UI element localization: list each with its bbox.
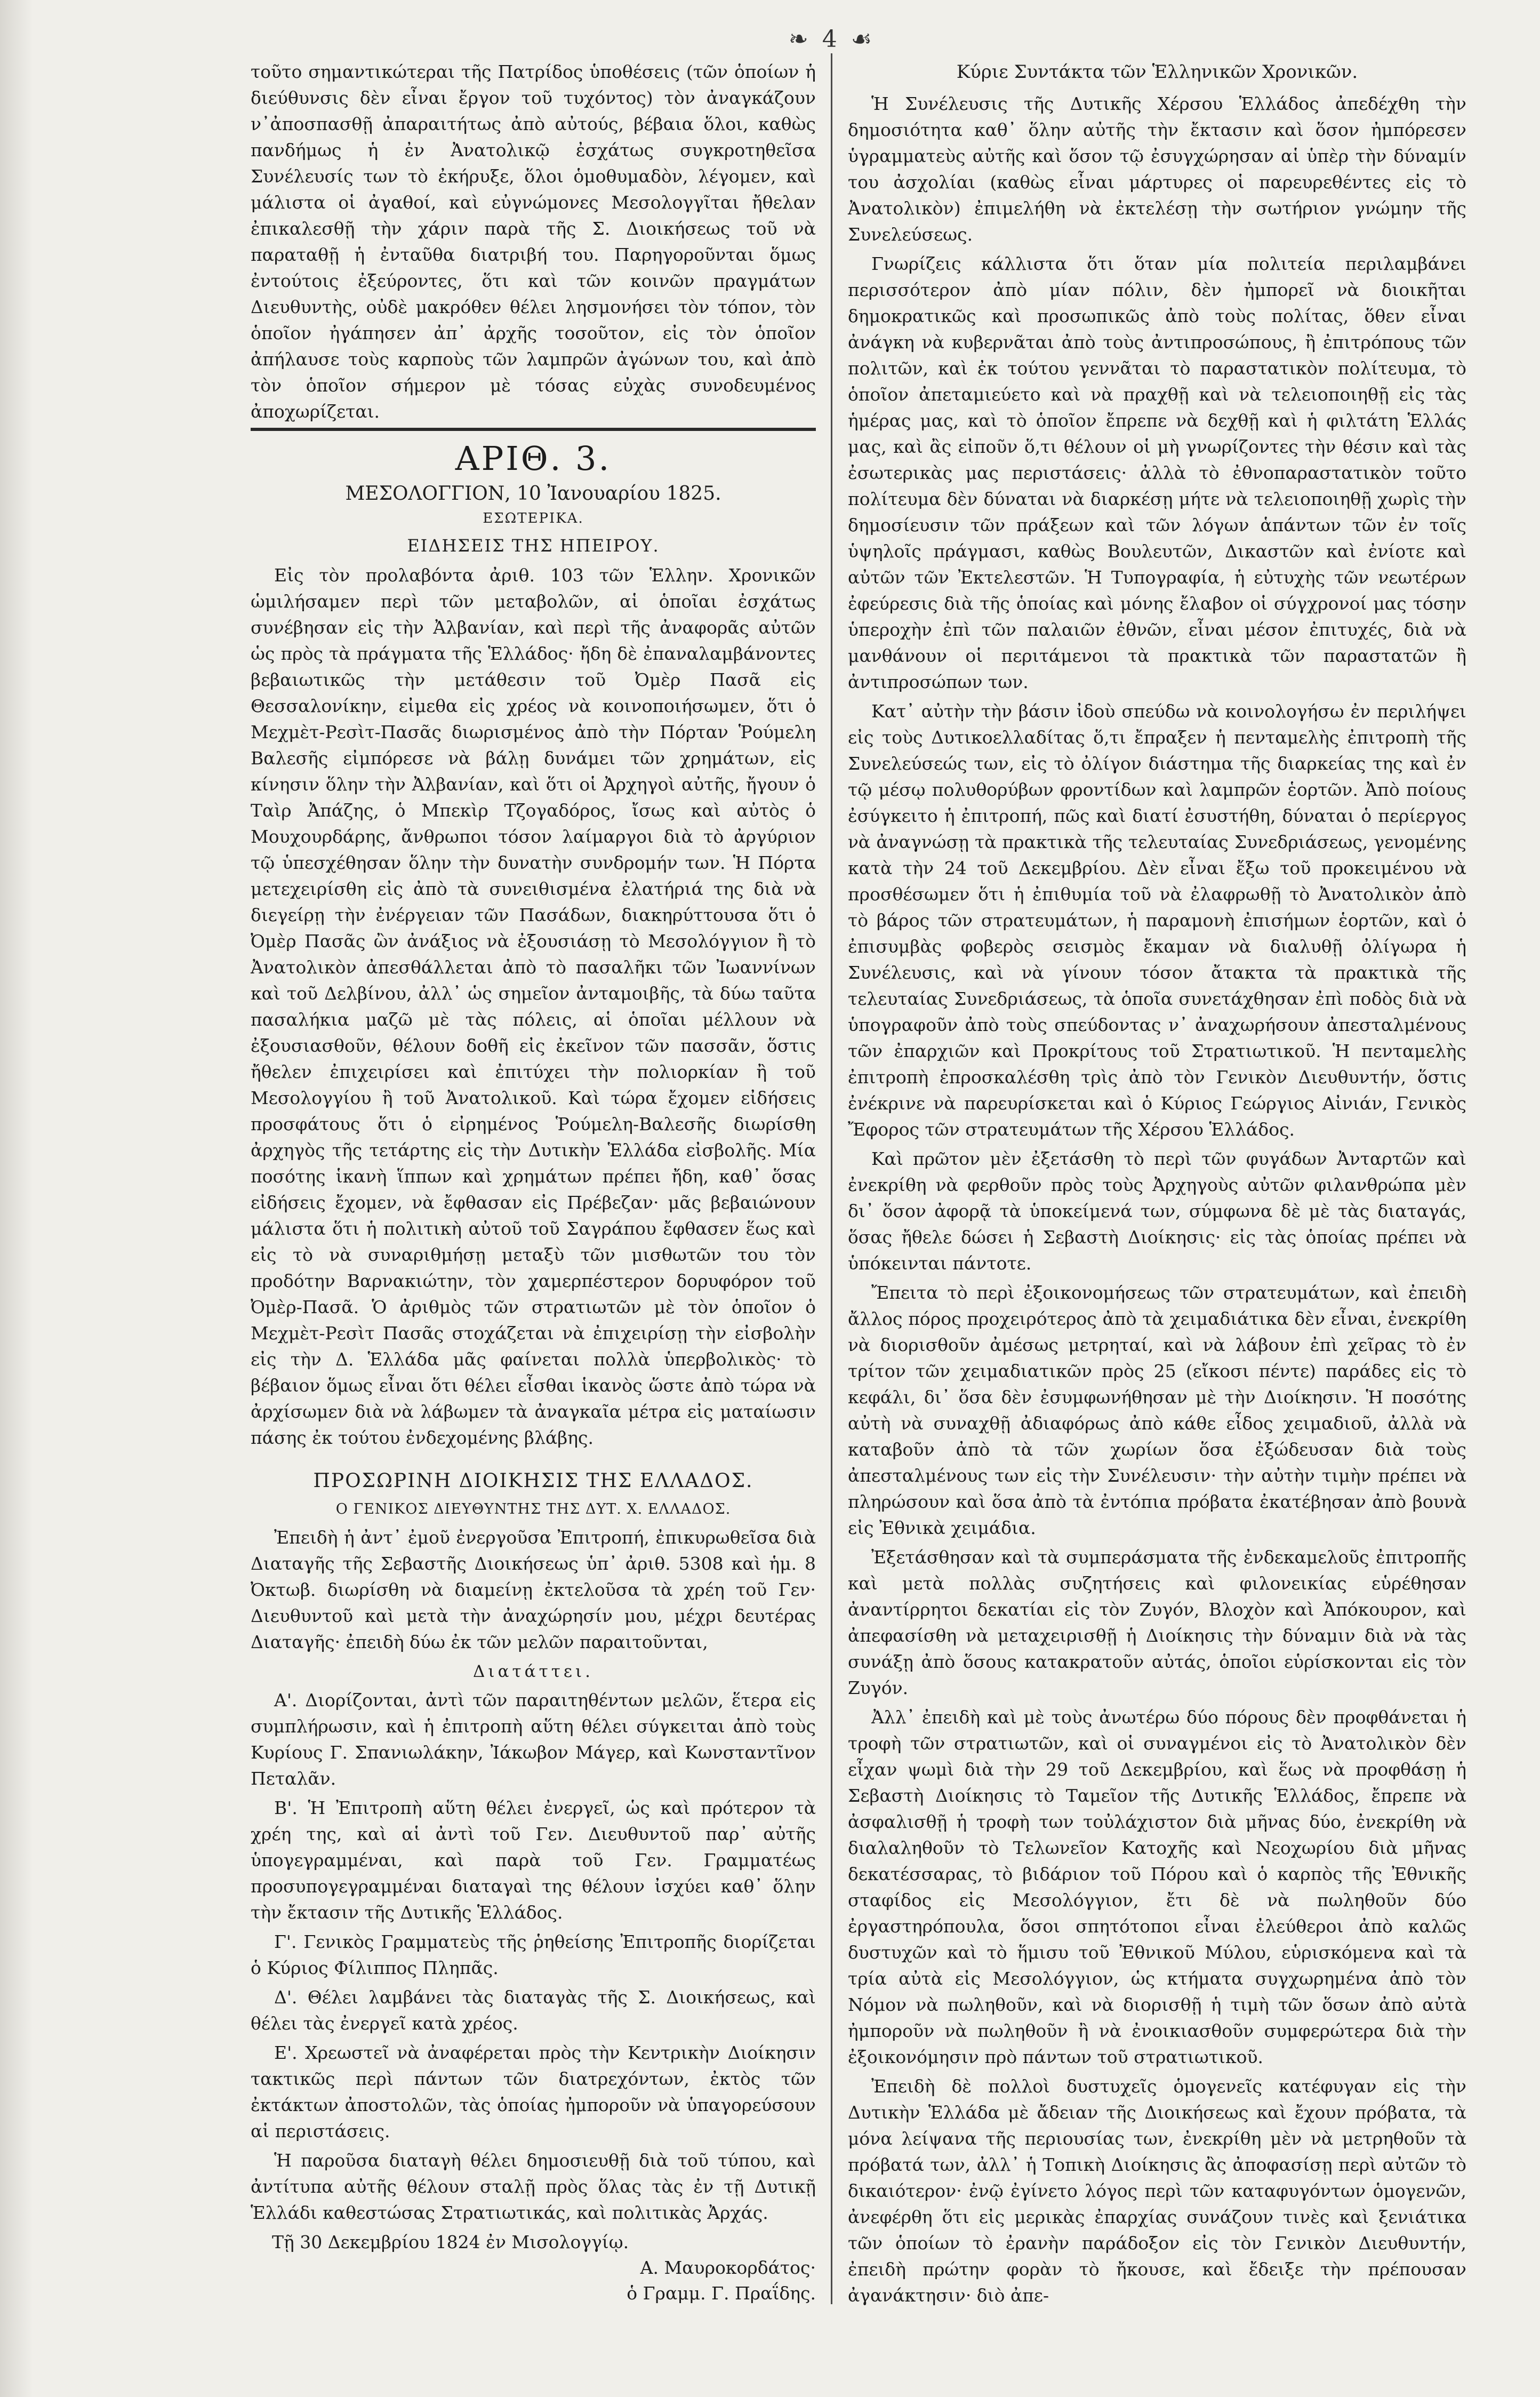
decree-intro: Ἐπειδὴ ἡ ἀντ᾽ ἐμοῦ ἐνεργοῦσα Ἐπιτροπή, ἐπικυρωθεῖσα διὰ Διαταγῆς τῆς Σεβαστῆς Διοικήσεως ὑπ᾽ ἀριθ. 5308 καὶ ἡμ. 8 Ὀκτωβ. διωρίσθη νὰ διαμείνῃ ἐκτελοῦσα τὰ χρέη τοῦ Γεν· Διευθυντοῦ καὶ μετὰ τὴν ἀναχώρησίν μου, μέχρι δευτέρας Διαταγῆς· ἐπειδὴ δύω ἐκ τῶν μελῶν παραιτοῦνται, <box>251 1527 816 1652</box>
right-paragraph: Κατ᾽ αὐτὴν τὴν βάσιν ἰδοὺ σπεύδω νὰ κοινολογήσω ἐν περιλήψει εἰς τοὺς Δυτικοελλαδίτας ὅ,τι ἔπραξεν ἡ πενταμελὴς ἐπιτροπὴ τῆς Συνελεύσεώς των, εἰς τὸ ὀλίγον διάστημα τῆς διαρκείας της καὶ ἐν τῷ μέσῳ πολυθορύβων φροντίδων καὶ λαμπρῶν ἑορτῶν. Ἀπὸ ποίους ἐσύγκειτο ἡ ἐπιτροπή, πῶς καὶ διατί ἐσυστήθη, δύναται ὁ περίεργος νὰ ἀναγνώσῃ τὰ πρακτικὰ τῆς τελευταίας Συνεδριάσεως, γενομένης κατὰ τὴν 24 τοῦ Δεκεμβρίου. Δὲν εἶναι ἔξω τοῦ προκειμένου νὰ προσθέσωμεν ὅτι ἡ ἐπιθυμία τοῦ νὰ ἐλαφρωθῇ τὸ Ἀνατολικὸν ἀπὸ τὸ βάρος τῶν στρατευμάτων, ἡ παραμονὴ ἐπισήμων ἑορτῶν, καὶ ὁ ἐπισυμβὰς φοβερὸς σεισμὸς ἔκαμαν νὰ διαλυθῇ ὀλίγωρα ἡ Συνέλευσις, καὶ νὰ γίνουν τόσον ἄτακτα τὰ πρακτικὰ τῆς τελευταίας Συνεδριάσεως, τὰ ὁποῖα συνετάχθησαν ἐπὶ ποδὸς διὰ νὰ ὑπογραφοῦν ἀπὸ τοὺς σπεύδοντας ν᾽ ἀναχωρήσουν ἀπεσταλμένους τῶν ἐπαρχιῶν καὶ Προκρίτους τοῦ Στρατιωτικοῦ. Ἡ πενταμελὴς ἐπιτροπὴ ἐπροσκαλέσθη τρὶς ἀπὸ τὸν Γενικὸν Διευθυντήν, ὅστις ἐνέκρινε νὰ παρευρίσκεται καὶ ὁ Κύριος Γεώργιος Αἰνιάν, Γενικὸς Ἔφορος τῶν στρατευμάτων τῆς Χέρσου Ἑλλάδος. <box>848 701 1466 1140</box>
ornament-right: ☙ <box>840 26 876 53</box>
government-subheading: Ο ΓΕΝΙΚΟΣ ΔΙΕΥΘΥΝΤΗΣ ΤΗΣ ΔΥΤ. Χ. ΕΛΛΑΔΟΣ. <box>335 1501 731 1517</box>
section-divider <box>251 428 816 431</box>
right-paragraph: Ἐξετάσθησαν καὶ τὰ συμπεράσματα τῆς ἐνδεκαμελοῦς ἐπιτροπῆς καὶ μετὰ πολλὰς συζητήσεις καὶ φιλονεικίας εὑρέθησαν ἀναντίρρητοι δεκατίαι εἰς τὸν Ζυγόν, Βλοχὸν καὶ Ἀπόκουρον, καὶ ἀπεφασίσθη νὰ μεταχειρισθῇ ἡ Διοίκησις τὴν δύναμιν διὰ νὰ τὰς συνάξῃ ἀπὸ ὅσους κατακρατοῦν αὐτάς, ὁποῖοι εὑρίσκονται εἰς τὸν Ζυγόν. <box>848 1547 1466 1698</box>
right-paragraph: Ἡ Συνέλευσις τῆς Δυτικῆς Χέρσου Ἑλλάδος ἀπεδέχθη τὴν δημοσιότητα καθ᾽ ὅλην αὐτῆς τὴν ἔκτασιν καὶ ὅσον ἠμπόρεσεν ὑγραμματεὺς αὐτῆς καὶ ὅσον τῷ ἐσυγχώρησαν αἱ ὑπὲρ τὴν δύναμίν του ἀσχολίαι (καθὼς εἶναι μάρτυρες οἱ παρευρεθέντες εἰς τὸ Ἀνατολικὸν) ἐπιμελήθη νὰ ἐκτελέσῃ τὴν σωτήριον γνώμην τῆς Συνελεύσεως. <box>848 93 1466 245</box>
right-paragraph: Ἀλλ᾽ ἐπειδὴ καὶ μὲ τοὺς ἀνωτέρω δύο πόρους δὲν προφθάνεται ἡ τροφὴ τῶν στρατιωτῶν, καὶ οἱ συναγμένοι εἰς τὸ Ἀνατολικὸν δὲν εἶχαν ψωμὶ διὰ τὴν 29 τοῦ Δεκεμβρίου, καὶ ἕως νὰ προφθάσῃ ἡ Σεβαστὴ Διοίκησις τὸ Ταμεῖον τῆς Δυτικῆς Ἑλλάδος, ἔπρεπε νὰ ἀσφαλισθῇ ἡ τροφὴ των τοὐλάχιστον διὰ μῆνας δύο, ἐνεκρίθη νὰ διαλαληθοῦν τὸ Τελωνεῖον Κατοχῆς καὶ Νεοχωρίου διὰ μῆνας δεκατέσσαρας, τὸ βιδάριον τοῦ Πόρου καὶ ὁ καρπὸς τῆς Ἐθνικῆς σταφίδος εἰς Μεσολόγγιον, ἔτι δὲ νὰ πωληθοῦν δύο ἐργαστηρόπουλα, ὅσοι σπητότοποι εἶναι ἐλεύθεροι ἀπὸ καλῶς δυστυχῶν καὶ τὸ ἥμισυ τοῦ Ἐθνικοῦ Μύλου, εὑρισκόμενα καὶ τὰ τρία αὐτὰ εἰς Μεσολόγγιον, ὡς κτήματα συγχωρημένα ἀπὸ τὸν Νόμον νὰ πωληθοῦν, καὶ νὰ διορισθῇ ἡ τιμὴ τῶν ὅσων ἀπὸ αὐτὰ ἠμποροῦν νὰ πωληθοῦν ἢ νὰ ἐνοικιασθοῦν συμφερώτερα διὰ τὴν ἐξοικονόμησιν πρὸ πάντων τοῦ στρατιωτικοῦ. <box>848 1707 1466 2067</box>
issue-heading: ΑΡΙΘ. 3. <box>455 439 612 478</box>
government-heading: ΠΡΟΣΩΡΙΝΗ ΔΙΟΙΚΗΣΙΣ ΤΗΣ ΕΛΛΑΔΟΣ. <box>313 1470 753 1492</box>
decree-item-a: Α'. Διορίζονται, ἀντὶ τῶν παραιτηθέντων μελῶν, ἕτερα εἰς συμπλήρωσιν, καὶ ἡ ἐπιτροπὴ αὕτη θέλει σύγκειται ἀπὸ τοὺς Κυρίους Γ. Σπανιωλάκην, Ἰάκωβον Μάγερ, καὶ Κωνσταντῖνον Πεταλᾶν. <box>251 1690 816 1789</box>
decree-item-e: Ε'. Χρεωστεῖ νὰ ἀναφέρεται πρὸς τὴν Κεντρικὴν Διοίκησιν τακτικῶς περὶ πάντων τῶν διατρεχόντων, ἐκτὸς τῶν ἐκτάκτων ἀποστολῶν, τὰς ὁποίας ἠμποροῦν νὰ ὑπαγορεύσουν αἱ περιστάσεις. <box>251 2042 816 2142</box>
right-paragraph: Καὶ πρῶτον μὲν ἐξετάσθη τὸ περὶ τῶν φυγάδων Ἀνταρτῶν καὶ ἐνεκρίθη νὰ φερθοῦν πρὸς τοὺς Ἀρχηγοὺς αὐτῶν φιλανθρώπα μὲν δι᾽ ὅσον ἀφορᾷ τὰ ὑποκείμενά των, σύμφωνα δὲ μὲ τὰς διαταγάς, ὅσας ἤθελε δώσει ἡ Σεβαστὴ Διοίκησις· εἰς τὰς ὁποίας πρέπει νὰ ὑπόκεινται πάντοτε. <box>848 1148 1466 1274</box>
decree-word: Διατάττει. <box>473 1662 593 1681</box>
decree-closing: Ἡ παροῦσα διαταγὴ θέλει δημοσιευθῇ διὰ τοῦ τύπου, καὶ ἀντίτυπα αὐτῆς θέλουν σταλῇ πρὸς ὅλας τὰς ἐν τῇ Δυτικῇ Ἑλλάδι καθεστώσας Στρατιωτικάς, καὶ πολιτικὰς Ἀρχάς. <box>251 2150 816 2223</box>
decree-item-c: Γ'. Γενικὸς Γραμματεὺς τῆς ῥηθείσης Ἐπιτροπῆς διορίζεται ὁ Κύριος Φίλιππος Πληπᾶς. <box>251 1931 816 1978</box>
decree-item-d: Δ'. Θέλει λαμβάνει τὰς διαταγὰς τῆς Σ. Διοικήσεως, καὶ θέλει τὰς ἐνεργεῖ κατὰ χρέος. <box>251 1987 816 2034</box>
signature-1: Α. Μαυροκορδάτος· <box>640 2257 816 2278</box>
section-label: ΕΣΩΤΕΡΙΚΑ. <box>483 510 584 526</box>
opening-paragraph: τοῦτο σημαντικώτεραι τῆς Πατρίδος ὑποθέσεις (τῶν ὁποίων ἡ διεύθυνσις δὲν εἶναι ἔργον τοῦ τυχόντος) τὸν ἀναγκάζουν ν᾽ἀποσπασθῇ ἀπαραιτήτως ἀπὸ αὐτούς, βέβαια ὅλοι, καθὼς πανδήμως ἡ ἐν Ἀνατολικῷ ἐσχάτως συγκροτηθεῖσα Συνέλευσίς των τὸ ἐκήρυξε, ὅλοι ὁμοθυμαδὸν, λέγομεν, καὶ μάλιστα οἱ ἀγαθοί, καὶ εὐγνώμονες Μεσολογγῖται ἤθελαν ἐπικαλεσθῇ τὴν χάριν παρὰ τῆς Σ. Διοικήσεως τοῦ νὰ παραταθῇ ἡ ἐνταῦθα διατριβή του. Παρηγοροῦνται ὅμως ἐντούτοις ἐξεύροντες, ὅτι καὶ τῶν κοινῶν πραγμάτων Διευθυντὴς, οὐδὲ μακρόθεν θέλει λησμονήσει τὸν τόπον, τὸν ὁποῖον ἠγάπησεν ἀπ᾽ ἀρχῆς τοσοῦτον, εἰς τὸν ὁποῖον ἀπήλαυσε τοὺς καρποὺς τῶν λαμπρῶν ἀγώνων του, καὶ ἀπὸ τὸν ὁποῖον σήμερον μὲ τόσας εὐχὰς συνοδευμένος ἀποχωρίζεται. <box>251 61 816 422</box>
epirus-heading: ΕΙΔΗΣΕΙΣ ΤΗΣ ΗΠΕΙΡΟΥ. <box>407 536 660 556</box>
left-column <box>251 59 816 2306</box>
right-paragraph: Γνωρίζεις κάλλιστα ὅτι ὅταν μία πολιτεία περιλαμβάνει περισσότερον ἀπὸ μίαν πόλιν, δὲν ἠμπορεῖ νὰ διοικῆται δημοκρατικῶς καὶ προσωπικῶς ἀπὸ τοὺς πολίτας, ὅθεν εἶναι ἀνάγκη νὰ κυβερνᾶται ἀπὸ τοὺς ἀντιπροσώπους, ἢ ἐπιτρόπους τῶν πολιτῶν, καὶ ἐκ τούτου γεννᾶται τὸ παραστατικὸν πολίτευμα, τὸ ὁποῖον ἀπεταμιεύετο καὶ νὰ πραχθῇ καὶ νὰ τελειοποιηθῇ εἰς τὰς ἡμέρας μας, καὶ τὸ ὁποῖον ἔπρεπε νὰ δεχθῇ καὶ ἡ φιλτάτη Ἑλλάς μας, καὶ ἂς εἰποῦν ὅ,τι θέλουν οἱ μὴ γνωρίζοντες τὴν θέσιν καὶ τὰς ἐσωτερικὰς μας περιστάσεις· ἀλλὰ τὸ ἐθνοπαραστατικὸν τοῦτο πολίτευμα δὲν δύναται νὰ διαρκέσῃ μήτε νὰ τελειοποιηθῇ χωρὶς τὴν δημοσίευσιν τῶν πράξεων καὶ τῶν λόγων ἁπάντων τῶν ἐν τοῖς ὑψηλοῖς πράγμασι, καθὼς Βουλευτῶν, Δικαστῶν καὶ ἐνίοτε καὶ αὐτῶν τῶν Ἐκτελεστῶν. Ἡ Τυπογραφία, ἡ εὐτυχὴς τῶν νεωτέρων ἐφεύρεσις διὰ τῆς ὁποίας καὶ μόνης ἔλαβον οἱ σύγχρονοί μας τόσην ὑπεροχὴν ἐπὶ τῶν παλαιῶν ἐθνῶν, εἶναι μέσον ἐπιτυχές, διὰ νὰ μανθάνουν οἱ περιτάμενοι τὰ πρακτικὰ τῶν παραστατῶν ἢ ἀντιπροσώπων των. <box>848 253 1466 692</box>
page-number: ❧ 4 ☙ <box>788 26 876 53</box>
decree-date: Τῇ 30 Δεκεμβρίου 1824 ἐν Μισολογγίῳ. <box>272 2232 629 2252</box>
column-rule <box>831 53 832 2304</box>
page-gutter-shadow <box>0 0 32 2397</box>
signature-2: ὁ Γραμμ. Γ. Πραΐδης. <box>627 2283 816 2304</box>
epirus-paragraph: Εἰς τὸν προλαβόντα ἀριθ. 103 τῶν Ἑλλην. Χρονικῶν ὡμιλήσαμεν περὶ τῶν μεταβολῶν, αἱ ὁποῖαι ἐσχάτως συνέβησαν εἰς τὴν Ἀλβανίαν, καὶ περὶ τῆς ἀναφορᾶς αὐτῶν ὡς πρὸς τὰ πράγματα τῆς Ἑλλάδος· ἤδη δὲ ἐπαναλαμβάνοντες βεβαιωτικῶς τὴν μετάθεσιν τοῦ Ὀμὲρ Πασᾶ εἰς Θεσσαλονίκην, εἰμεθα εἰς χρέος νὰ κοινοποιήσωμεν, ὅτι ὁ Μεχμὲτ-Ρεσὶτ-Πασᾶς διωρισμένος ἀπὸ τὴν Πόρταν Ῥούμελη Βαλεσῆς εἰμπόρεσε νὰ βάλῃ δυνάμει τῶν χρημάτων, εἰς κίνησιν ὅλην τὴν Ἀλβανίαν, καὶ ὅτι οἱ Ἀρχηγοὶ αὐτῆς, ἤγουν ὁ Ταὶρ Ἀπάζης, ὁ Μπεκὶρ Τζογαδόρος, ἴσως καὶ αὐτὸς ὁ Μουχουρδάρης, ἄνθρωποι τόσον λαίμαργοι διὰ τὸ ἀργύριον τῷ ὑπεσχέθησαν ὅλην τὴν δυνατὴν συνδρομήν των. Ἡ Πόρτα μετεχειρίσθη εἰς ἀπὸ τὰ συνειθισμένα ἐλατήριά της διὰ νὰ διεγείρῃ τὴν ἐνέργειαν τῶν Πασάδων, διακηρύττουσα ὅτι ὁ Ὀμὲρ Πασᾶς ὢν ἀνάξιος νὰ ἐξουσιάσῃ τὸ Μεσολόγγιον ἢ τὸ Ἀνατολικὸν ἀπεσθάλλεται ἀπὸ τὸ πασαλῆκι τῶν Ἰωαννίνων καὶ τοῦ Δελβίνου, ἀλλ᾽ ὡς σημεῖον ἀνταμοιβῆς, τὰ δύω ταῦτα πασαλήκια μαζῶ μὲ τὰς πόλεις, αἱ ὁποῖαι μέλλουν νὰ ἐξουσιασθοῦν, θέλουν δοθῆ εἰς ἐκεῖνον τῶν πασσᾶν, ὅστις ἤθελεν ἐπιχειρίσει καὶ ἐπιτύχει τὴν πολιορκίαν ἢ τοῦ Μεσολογγίου ἢ τοῦ Ἀνατολικοῦ. Καὶ τώρα ἔχομεν εἰδήσεις προσφάτους ὅτι ὁ εἰρημένος Ῥούμελη-Βαλεσῆς διωρίσθη ἀρχηγὸς τῆς τετάρτης εἰς τὴν Δυτικὴν Ἑλλάδα εἰσβολῆς. Μία ποσότης ἱκανὴ ἵππων καὶ χρημάτων πρέπει ἤδη, καθ᾽ ὅσας εἰδήσεις ἔχομεν, νὰ ἔφθασαν εἰς Πρέβεζαν· μᾶς βεβαιώνουν μάλιστα ὅτι ἡ πολιτικὴ αὐτοῦ τοῦ Σαγράπου ἔφθασεν ἕως καὶ εἰς τὸ νὰ συναριθμήσῃ μεταξὺ τῶν μισθωτῶν του τὸν προδότην Βαρνακιώτην, τὸν χαμερπέστερον δορυφόρον τοῦ Ὀμὲρ-Πασᾶ. Ὁ ἀριθμὸς τῶν στρατιωτῶν μὲ τὸν ὁποῖον ὁ Μεχμὲτ-Ρεσὶτ Πασᾶς στοχάζεται νὰ ἐπιχειρίσῃ τὴν εἰσβολὴν εἰς τὴν Δ. Ἑλλάδα μᾶς φαίνεται πολλὰ ὑπερβολικὸς· τὸ βέβαιον ὅμως εἶναι ὅτι θέλει εἶσθαι ἱκανὸς ὥστε ἀπὸ τώρα νὰ ἀρχίσωμεν διὰ νὰ λάβωμεν τὰ ἀναγκαῖα μέτρα εἰς ματαίωσιν πάσης ἐκ τούτου ἐνδεχομένης βλάβης. <box>251 565 816 1448</box>
decree-item-b: Β'. Ἡ Ἐπιτροπὴ αὕτη θέλει ἐνεργεῖ, ὡς καὶ πρότερον τὰ χρέη της, καὶ αἱ ἀντὶ τοῦ Γεν. Διευθυντοῦ παρ᾽ αὐτῆς ὑπογεγραμμέναι, καὶ παρὰ τοῦ Γεν. Γραμματέως προσυπογεγραμμέναι διαταγαὶ της θέλουν ἰσχύει καθ᾽ ὅλην τὴν ἔκτασιν τῆς Δυτικῆς Ἑλλάδος. <box>251 1797 816 1923</box>
ornament-left: ❧ <box>788 26 822 53</box>
right-paragraph: Ἐπειδὴ δὲ πολλοὶ δυστυχεῖς ὁμογενεῖς κατέφυγαν εἰς τὴν Δυτικὴν Ἑλλάδα μὲ ἄδειαν τῆς Διοικήσεως καὶ ἔχουν πρόβατα, τὰ μόνα λείψανα τῆς περιουσίας των, ἐνεκρίθη μὲν νὰ μετρηθοῦν τὰ πρόβατά των, ἀλλ᾽ ἡ Τοπικὴ Διοίκησις ἂς ἀποφασίσῃ περὶ αὐτῶν τὸ δικαιότερον· ἐνῷ ἐγίνετο λόγος περὶ τῶν καταφυγόντων ὁμογενῶν, ἀνεφέρθη ὅτι εἰς μερικὰς ἐπαρχίας συνάζουν τινὲς καὶ ξενιάτικα τῶν ὁποίων τὸ ἐρανὴν παράδοξον εἰς τὸν Γενικὸν Διευθυντήν, ἐπειδὴ πρώτην φορὰν τὸ ἤκουσε, καὶ ἔδειξε τὴν πρέπουσαν ἀγανάκτησιν· διὸ ἀπε- <box>848 2076 1466 2306</box>
dateline: ΜΕΣΟΛΟΓΓΙΟΝ, 10 Ἰανουαρίου 1825. <box>345 483 721 505</box>
right-column <box>848 59 1466 2312</box>
letter-address: Κύριε Συντάκτα τῶν Ἑλληνικῶν Χρονικῶν. <box>956 61 1358 83</box>
right-paragraph: Ἔπειτα τὸ περὶ ἐξοικονομήσεως τῶν στρατευμάτων, καὶ ἐπειδὴ ἄλλος πόρος προχειρότερος ἀπὸ τὰ χειμαδιάτικα δὲν εἶναι, ἐνεκρίθη νὰ διορισθοῦν ἀμέσως μετρηταί, καὶ νὰ λάβουν ἐπὶ χεῖρας τὸ ἐν τρίτον τῶν χειμαδιατικῶν πρὸς 25 (εἴκοσι πέντε) παράδες εἰς τὸ κεφάλι, δι᾽ ὅσα δὲν ἐσυμφωνήθησαν μὲ τὴν Διοίκησιν. Ἡ ποσότης αὐτὴ νὰ συναχθῇ ἀδιαφόρως ἀπὸ κάθε εἶδος χειμαδιοῦ, ἀλλὰ νὰ καταβοῦν ἀπὸ τὰ τῶν χωρίων ὅσα ἐξώδευσαν διὰ τοὺς ἀπεσταλμένους των εἰς τὴν Συνέλευσιν· τὴν αὐτὴν τιμὴν πρέπει νὰ πληρώσουν καὶ ὅσα ἀπὸ τὰ ἐντόπια πρόβατα ἐκατέβησαν ἀπὸ βουνὰ εἰς Ἐθνικὰ χειμάδια. <box>848 1282 1466 1538</box>
